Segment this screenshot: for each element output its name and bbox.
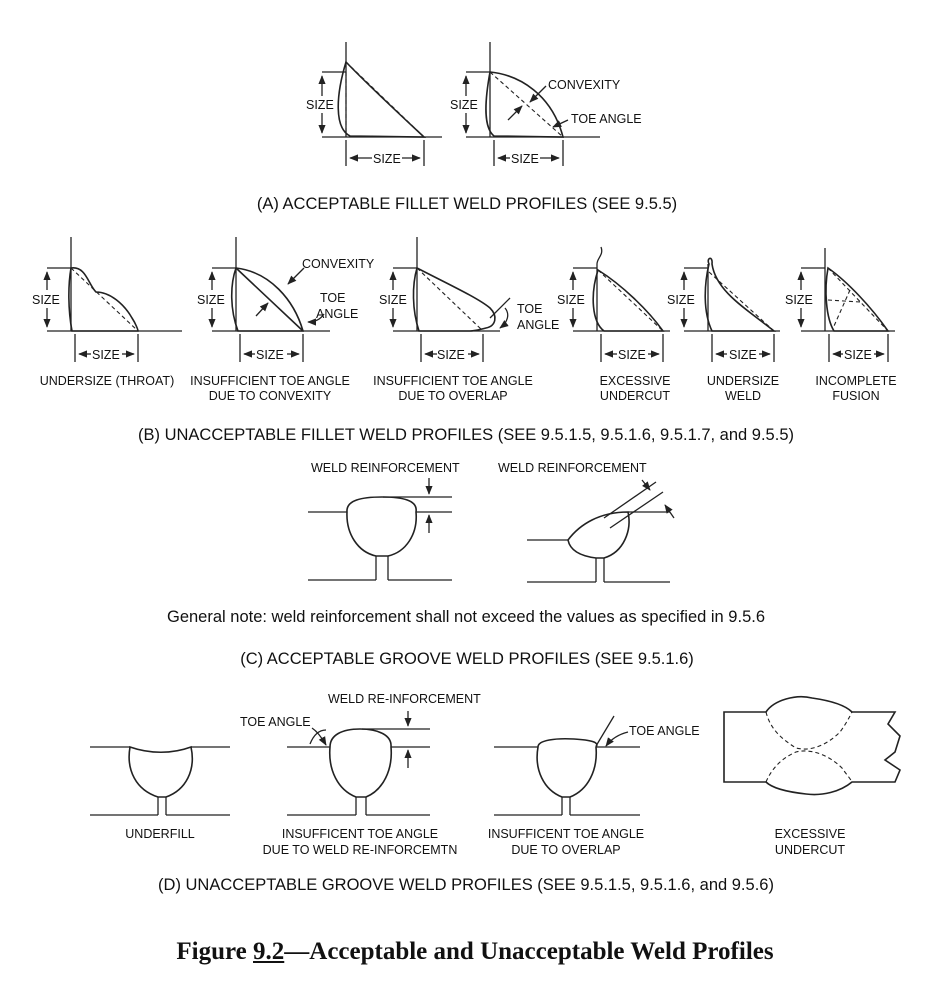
d2-weld-reinforcement: WELD RE-INFORCEMENT — [328, 692, 481, 706]
section-b-caption: (B) UNACCEPTABLE FILLET WELD PROFILES (SEE 9.5.1.5, 9.5.1.6, 9.5.1.7, and 9.5.5) — [137, 426, 795, 444]
b6-label-line2: FUSION — [832, 389, 880, 403]
d1-label-line1: UNDERFILL — [125, 827, 195, 841]
section-b — [32, 237, 897, 444]
b1-size-vertical: SIZE — [32, 293, 60, 307]
c1-weld-reinforcement: WELD REINFORCEMENT — [311, 461, 460, 475]
b4-label-line1: EXCESSIVE — [599, 374, 671, 388]
figure-number: 9.2 — [253, 938, 285, 965]
b2-label-line2: DUE TO CONVEXITY — [208, 389, 332, 403]
section-d — [90, 692, 900, 894]
a1-size-vertical: SIZE — [306, 98, 334, 112]
b5-label-line1: UNDERSIZE — [706, 374, 780, 388]
b3-size-horizontal: SIZE — [437, 348, 465, 362]
b3-label-line2: DUE TO OVERLAP — [398, 389, 508, 403]
fillet-a1-diagram — [306, 42, 442, 166]
b3-label-line1: INSUFFICIENT TOE ANGLE — [373, 374, 533, 388]
b6-label-line1: INCOMPLETE — [815, 374, 897, 388]
d2-label-line1: INSUFFICENT TOE ANGLE — [281, 827, 439, 841]
figure-prefix: Figure — [176, 938, 254, 965]
figure-title-text: —Acceptable and Unacceptable Weld Profiles — [284, 938, 774, 965]
groove-d3-diagram — [494, 716, 700, 815]
b2-size-vertical: SIZE — [197, 293, 225, 307]
section-d-caption: (D) UNACCEPTABLE GROOVE WELD PROFILES (SEE 9.5.1.5, 9.5.1.6, and 9.5.6) — [158, 876, 774, 894]
fillet-b5-diagram — [667, 258, 780, 362]
groove-c1-diagram — [308, 461, 460, 580]
b4-size-vertical: SIZE — [557, 293, 585, 307]
b4-label-line2: UNDERCUT — [599, 389, 671, 403]
b5-size-horizontal: SIZE — [729, 348, 757, 362]
fillet-a2-diagram — [450, 42, 642, 166]
figure-title — [0, 938, 950, 966]
fillet-b4-diagram — [557, 247, 670, 362]
b2-convexity: CONVEXITY — [302, 257, 375, 271]
b2-label-line1: INSUFFICIENT TOE ANGLE — [190, 374, 350, 388]
b3-toe: TOE — [517, 302, 543, 316]
d3-toe-angle: TOE ANGLE — [629, 724, 700, 738]
fillet-b6-diagram — [785, 248, 895, 362]
fillet-b1-diagram — [32, 237, 182, 362]
a2-toe-angle: TOE ANGLE — [571, 112, 642, 126]
b2-size-horizontal: SIZE — [256, 348, 284, 362]
section-c-caption: (C) ACCEPTABLE GROOVE WELD PROFILES (SEE 9.5.1.6) — [240, 650, 694, 668]
a2-size-horizontal: SIZE — [511, 152, 539, 166]
b4-size-horizontal: SIZE — [618, 348, 646, 362]
c2-weld-reinforcement: WELD REINFORCEMENT — [498, 461, 647, 475]
b2-toe: TOE — [320, 291, 346, 305]
b6-size-horizontal: SIZE — [844, 348, 872, 362]
section-a — [257, 42, 677, 213]
b5-size-vertical: SIZE — [667, 293, 695, 307]
groove-d4-diagram — [724, 697, 900, 795]
d2-toe-angle: TOE ANGLE — [240, 715, 311, 729]
b3-angle: ANGLE — [517, 318, 560, 332]
b1-size-horizontal: SIZE — [92, 348, 120, 362]
d4-label-line2: UNDERCUT — [774, 843, 846, 857]
fillet-b2-diagram — [197, 237, 375, 362]
groove-d1-diagram — [90, 747, 230, 815]
general-note: General note: weld reinforcement shall not exceed the values as specified in 9.5.6 — [166, 608, 766, 626]
section-a-caption: (A) ACCEPTABLE FILLET WELD PROFILES (SEE 9.5.5) — [256, 195, 678, 213]
d4-label-line1: EXCESSIVE — [774, 827, 846, 841]
b5-label-line2: WELD — [724, 389, 762, 403]
b1-label-line1: UNDERSIZE (THROAT) — [39, 374, 175, 388]
a2-size-vertical: SIZE — [450, 98, 478, 112]
a1-size-horizontal: SIZE — [373, 152, 401, 166]
b3-size-vertical: SIZE — [379, 293, 407, 307]
d2-label-line2: DUE TO WELD RE-INFORCEMTN — [262, 843, 458, 857]
groove-d2-diagram — [240, 692, 481, 815]
fillet-b3-diagram — [379, 237, 559, 362]
b6-size-vertical: SIZE — [785, 293, 813, 307]
d3-label-line1: INSUFFICENT TOE ANGLE — [487, 827, 645, 841]
d3-label-line2: DUE TO OVERLAP — [511, 843, 621, 857]
section-c — [167, 461, 765, 668]
b2-angle: ANGLE — [316, 307, 359, 321]
groove-c2-diagram — [498, 461, 674, 582]
a2-convexity: CONVEXITY — [548, 78, 621, 92]
